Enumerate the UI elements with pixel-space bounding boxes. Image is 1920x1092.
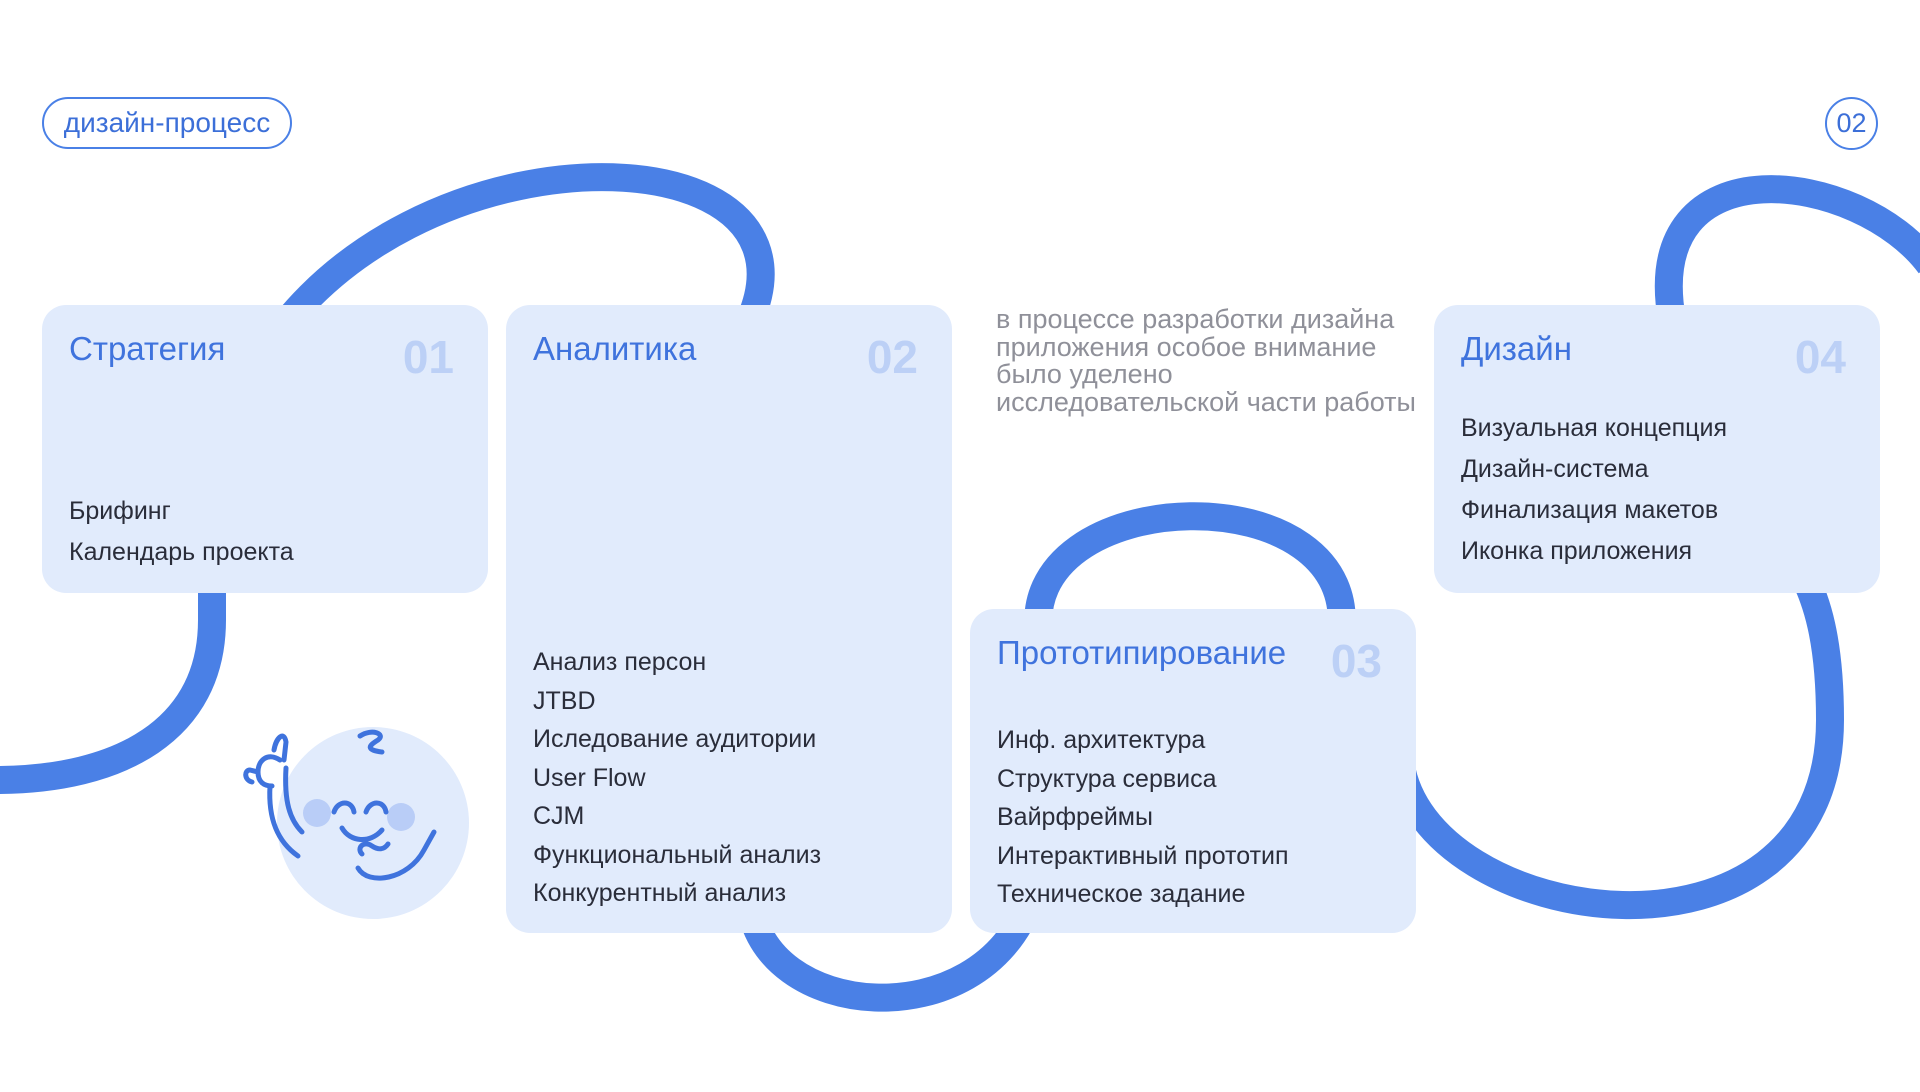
step-card-design xyxy=(1434,305,1880,593)
step-card-analytics xyxy=(506,305,952,933)
list-item: Интерактивный прототип xyxy=(997,841,1289,870)
step-title: Стратегия xyxy=(69,330,226,367)
step-card-strategy xyxy=(42,305,488,593)
list-item: Инф. архитектура xyxy=(997,726,1206,754)
step-number: 02 xyxy=(866,331,918,383)
list-item: Техническое задание xyxy=(997,880,1246,908)
research-note: в процессе разработки дизайна приложения особое внимание было уделено исследовательской части работы xyxy=(996,304,1416,417)
list-item: Иконка приложения xyxy=(1461,537,1693,565)
section-tag: дизайн-процесс xyxy=(42,97,292,149)
list-item: Дизайн-система xyxy=(1461,455,1649,483)
step-items xyxy=(69,491,294,573)
list-item: Календарь проекта xyxy=(69,538,294,566)
list-item: Иследование аудитории xyxy=(533,725,817,753)
step-title: Аналитика xyxy=(533,330,697,367)
list-item: Анализ персон xyxy=(533,648,707,676)
step-items xyxy=(533,643,821,913)
step-items xyxy=(997,721,1289,914)
list-item: Функциональный анализ xyxy=(533,840,822,869)
step-title: Дизайн xyxy=(1461,330,1572,367)
list-item: Визуальная концепция xyxy=(1461,414,1727,442)
list-item: Вайрфреймы xyxy=(997,803,1153,831)
list-item: Конкурентный анализ xyxy=(533,879,787,907)
list-item: User Flow xyxy=(533,763,646,792)
smiling-face-thumbs-up-icon xyxy=(238,720,478,930)
list-item: Брифинг xyxy=(69,497,171,525)
step-number: 04 xyxy=(1794,331,1846,383)
page-number-badge: 02 xyxy=(1825,97,1878,150)
step-items xyxy=(1461,408,1727,572)
step-number: 03 xyxy=(1330,635,1382,687)
step-title: Прототипирование xyxy=(997,634,1287,671)
list-item: Структура сервиса xyxy=(997,764,1217,793)
list-item: JTBD xyxy=(533,686,596,715)
list-item: Финализация макетов xyxy=(1461,496,1719,524)
step-number: 01 xyxy=(402,331,454,383)
list-item: CJM xyxy=(533,802,585,830)
step-card-prototyping xyxy=(970,609,1416,933)
